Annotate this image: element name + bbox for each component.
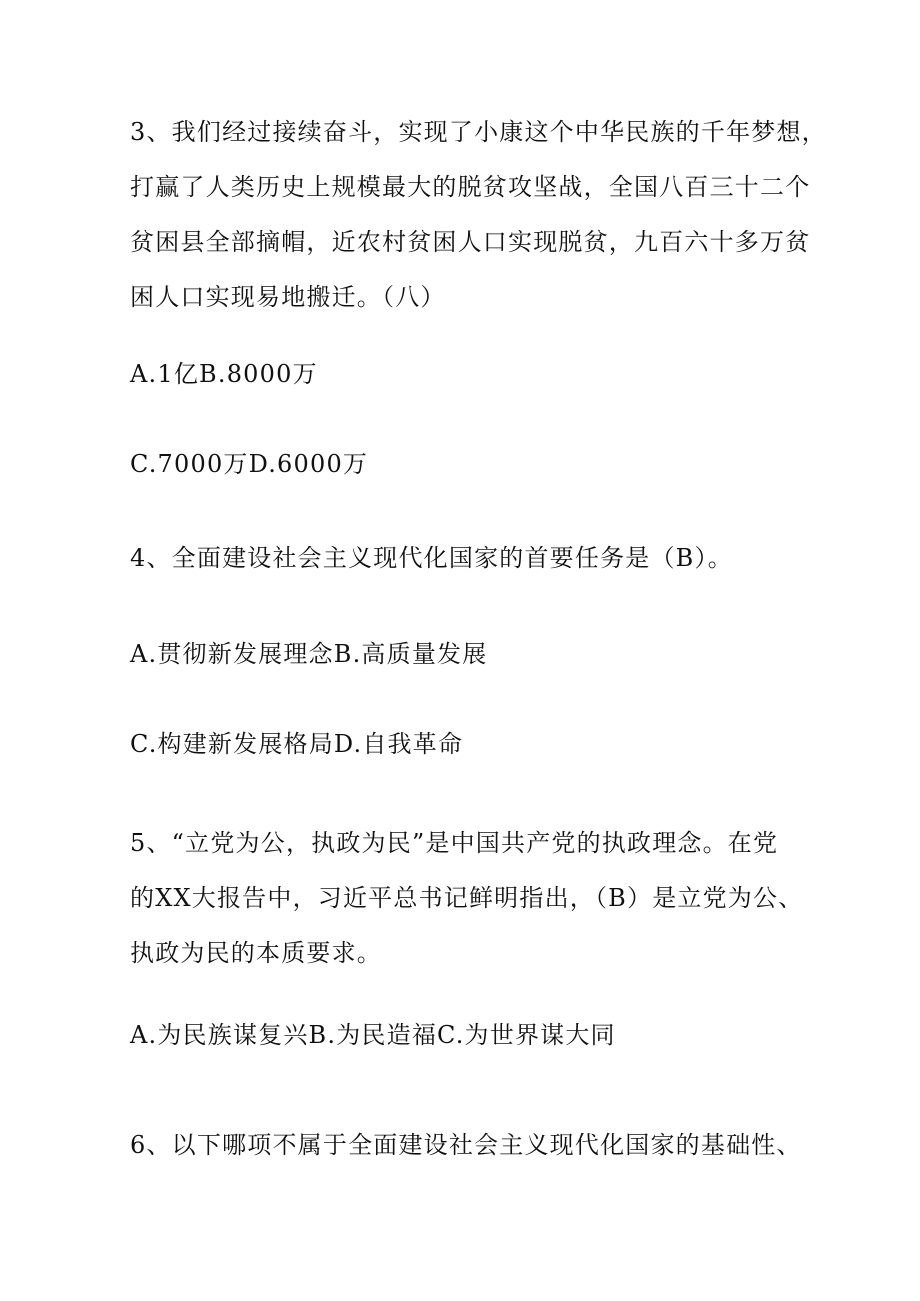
question-5-options [130,1008,820,1063]
text-line: 执政为民的本质要求。 [130,939,382,967]
text-line: 贫困县全部摘帽，近农村贫困人口实现脱贫，九百六十多万贫 [130,228,811,256]
text-line: 6、以下哪项不属于全面建设社会主义现代化国家的基础性、 [130,1131,802,1159]
question-6-text [130,1118,820,1173]
text-line: A.为民族谋复兴B.为民造福C.为世界谋大同 [130,1021,616,1049]
question-4-options-ab [130,627,820,682]
question-3-options-cd [130,437,820,492]
question-5-text [130,816,820,981]
text-line: C.构建新发展格局D.自我革命 [130,730,464,758]
question-4-options-cd [130,717,820,772]
text-line: 困人口实现易地搬迁。（八） [130,283,446,311]
text-line: A.1亿B.8000万 [130,360,318,388]
question-3-text [130,105,827,325]
text-line: C.7000万D.6000万 [130,450,369,478]
question-4-text [130,531,820,586]
text-line: 4、全面建设社会主义现代化国家的首要任务是（B）。 [130,544,733,572]
text-line: 的XX大报告中，习近平总书记鲜明指出，（B）是立党为公、 [130,884,804,912]
text-line: A.贯彻新发展理念B.高质量发展 [130,640,488,668]
text-line: 3、我们经过接续奋斗，实现了小康这个中华民族的千年梦想， [130,118,827,146]
text-line: 5、“立党为公，执政为民”是中国共产党的执政理念。在党 [130,829,779,857]
question-3-options-ab [130,347,820,402]
text-line: 打赢了人类历史上规模最大的脱贫攻坚战，全国八百三十二个 [130,173,811,201]
